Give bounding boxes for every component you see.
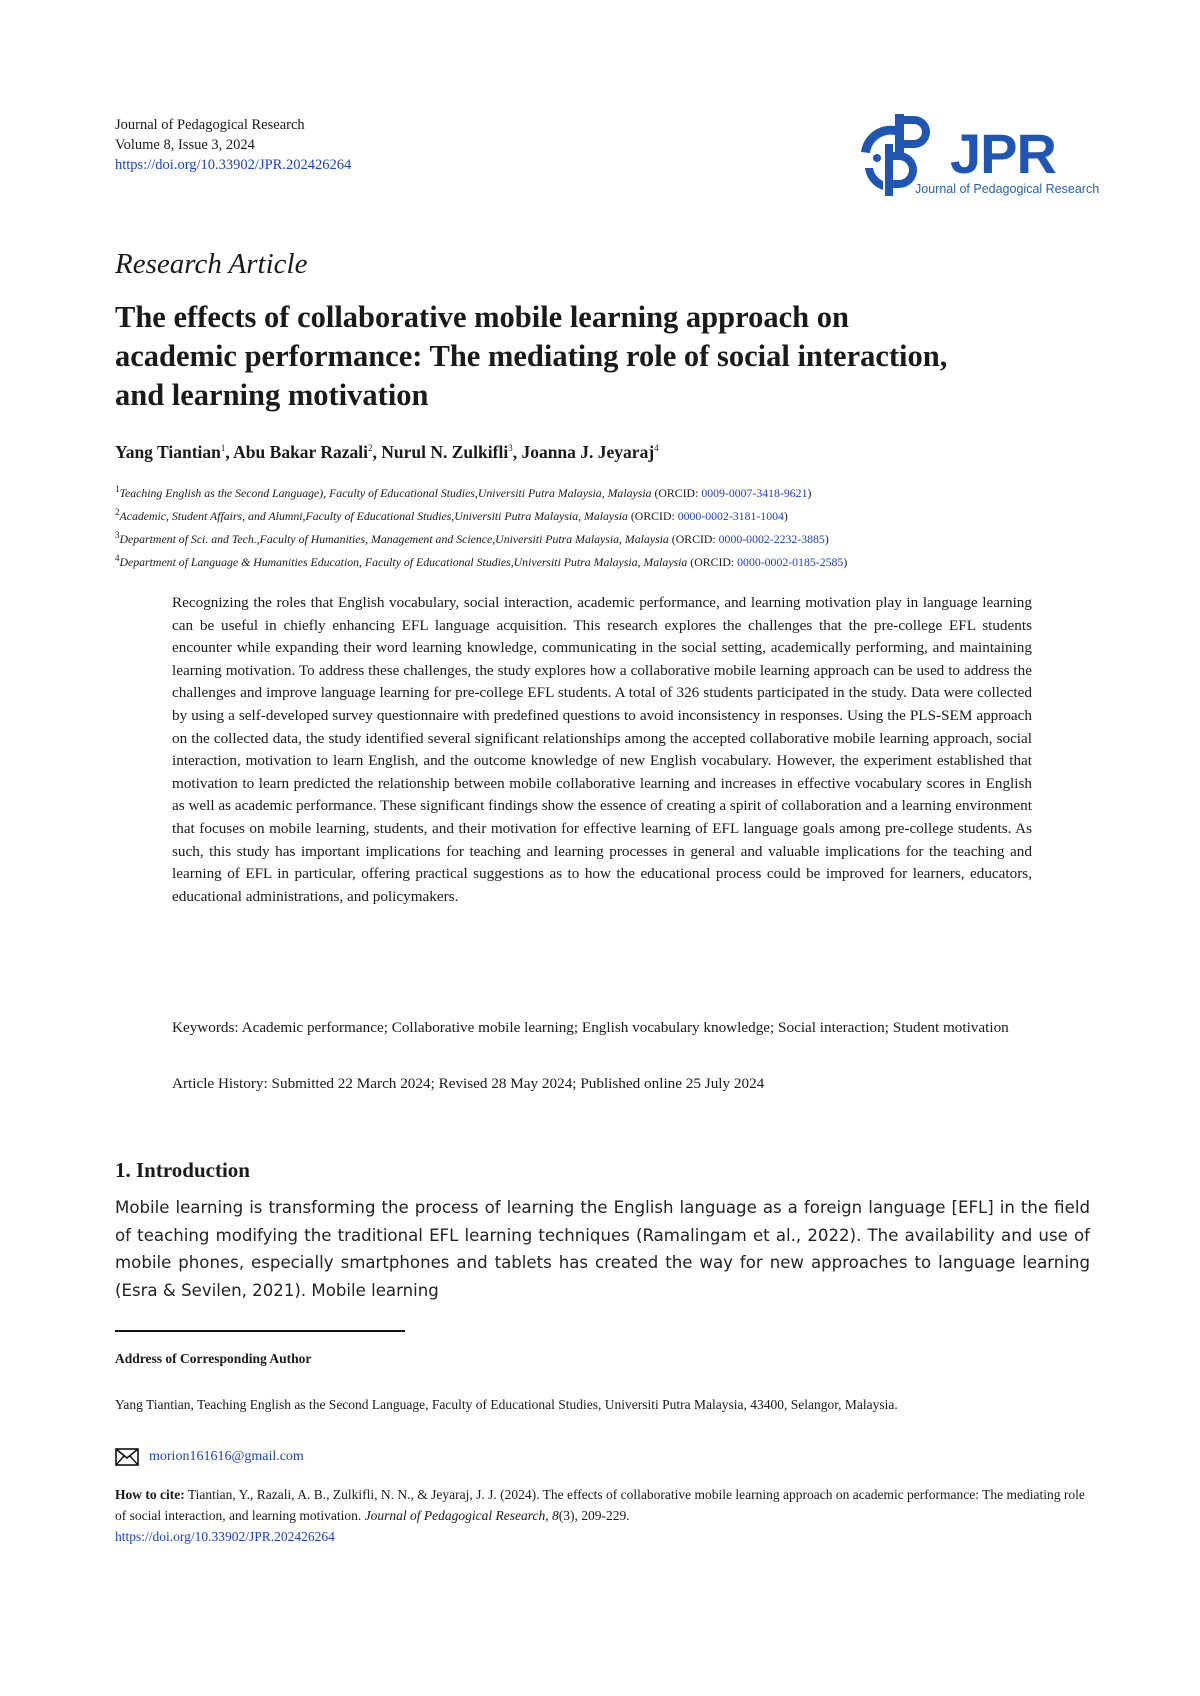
introduction-text: Mobile learning is transforming the process of learning the English language as a foreign language [EFL] in the field of teaching modifying the traditional EFL learning techniques (Ramalingam et al., 2022). The availability and use of mobile phones, especially smartphones and tablets has created the way for new approaches to language learning (Esra & Sevilen, 2021). Mobile learning xyxy=(115,1198,1090,1301)
cite-text: Tiantian, Y., Razali, A. B., Zulkifli, N. N., & Jeyaraj, J. J. (2024). The effects of collaborative mobile learning approach on academic performance: The mediating role of social interaction, and learning motivation. xyxy=(115,1487,1085,1523)
doi-link[interactable]: https://doi.org/10.33902/JPR.202426264 xyxy=(115,157,352,173)
logo-subtitle: Journal of Pedagogical Research xyxy=(915,182,1100,196)
orcid-link[interactable]: 0000-0002-2232-3885 xyxy=(718,531,825,546)
author-sup: 4 xyxy=(654,443,659,454)
orcid-close: ) xyxy=(843,554,848,569)
orcid-close: ) xyxy=(807,485,812,500)
author-sup: 3 xyxy=(508,443,513,454)
affiliation-item xyxy=(115,549,847,572)
affiliation-text: Teaching English as the Second Language), Faculty of Educational Studies,Universiti Putra Malaysia, Malaysia xyxy=(119,485,652,500)
corresponding-author-address: Yang Tiantian, Teaching English as the Second Language, Faculty of Educational Studies, Universiti Putra Malaysia, 43400, Selangor, Malaysia. xyxy=(115,1397,898,1412)
author-sep: , xyxy=(372,442,382,462)
affiliation-text: Academic, Student Affairs, and Alumni,Faculty of Educational Studies,Universiti Putra Malaysia, Malaysia xyxy=(119,508,628,523)
author-name: Yang Tiantian xyxy=(115,442,221,462)
article-history: Article History: Submitted 22 March 2024; Revised 28 May 2024; Published online 25 July 2024 xyxy=(172,1075,765,1092)
affiliation-list xyxy=(115,480,847,572)
author-sep: , xyxy=(512,442,522,462)
affiliation-item xyxy=(115,526,847,549)
affiliation-sup: 4 xyxy=(115,552,120,563)
author-name: Nurul N. Zulkifli xyxy=(381,442,509,462)
orcid-label: (ORCID: xyxy=(687,554,738,569)
affiliation-text: Department of Sci. and Tech.,Faculty of Humanities, Management and Science,Universiti Putra Malaysia, Malaysia xyxy=(119,531,669,546)
affiliation-item xyxy=(115,480,847,503)
orcid-link[interactable]: 0000-0002-0185-2585 xyxy=(737,554,844,569)
orcid-close: ) xyxy=(783,508,788,523)
author-sup: 1 xyxy=(220,443,226,454)
author-name: Joanna J. Jeyaraj xyxy=(521,442,655,462)
cite-doi-link[interactable]: https://doi.org/10.33902/JPR.202426264 xyxy=(115,1529,335,1544)
journal-name: Journal of Pedagogical Research xyxy=(115,117,305,133)
cite-label: How to cite: xyxy=(115,1487,185,1502)
author-name: Abu Bakar Razali xyxy=(233,442,369,462)
corresponding-author-heading: Address of Corresponding Author xyxy=(115,1351,312,1366)
footnote-divider xyxy=(115,1330,405,1332)
orcid-label: (ORCID: xyxy=(668,531,719,546)
affiliation-sup: 2 xyxy=(115,506,120,517)
article-type: Research Article xyxy=(115,248,308,280)
cite-rest: (3), 209-229. xyxy=(558,1508,630,1523)
affiliation-item xyxy=(115,503,847,526)
orcid-link[interactable]: 0000-0002-3181-1004 xyxy=(677,508,784,523)
email-row xyxy=(115,1448,304,1466)
author-sep: , xyxy=(225,442,234,462)
email-link[interactable]: morion161616@gmail.com xyxy=(149,1449,304,1465)
orcid-label: (ORCID: xyxy=(651,485,702,500)
section-heading-introduction: 1. Introduction xyxy=(115,1158,250,1182)
author-sup: 2 xyxy=(368,443,373,454)
cite-journal: Journal of Pedagogical Research, 8 xyxy=(364,1508,559,1523)
keywords: Keywords: Academic performance; Collaborative mobile learning; English vocabulary knowledge; Social interaction; Student motivation xyxy=(172,1019,1009,1036)
abstract: Recognizing the roles that English vocabulary, social interaction, academic performance, and learning motivation play in language learning can be useful in chiefly enhancing EFL language acquisition. This research explores the challenges that the pre-college EFL students encounter while expanding their word learning knowledge, communicating in the social setting, academically performing, and maintaining learning motivation. To address these challenges, the study explores how a collaborative mobile learning approach can be used to address the challenges and improve language learning for pre-college EFL students. A total of 326 students participated in the study. Data were collected by using a self-developed survey questionnaire with predefined questions to avoid inconsistency in responses. Using the PLS-SEM approach on the collected data, the study identified several significant relationships among the accepted collaborative mobile learning approach, social interaction, motivation to learn English, and the outcome knowledge of new English vocabulary. However, the experiment established that motivation to learn predicted the relationship between mobile collaborative learning and increases in effective vocabulary scores in English as well as academic performance. These significant findings show the essence of creating a spirit of collaboration and a learning environment that focuses on mobile learning, students, and their motivation for effective learning of EFL language goals among pre-college students. As such, this study has important implications for teaching and learning processes in general and valuable implications for the teaching and learning of EFL in particular, offering practical suggestions as to how the educational process could be improved for learners, educators, educational administrations, and policymakers. xyxy=(172,594,1032,905)
volume-issue: Volume 8, Issue 3, 2024 xyxy=(115,137,255,153)
logo-text: JPR xyxy=(950,122,1056,185)
author-list xyxy=(115,442,659,463)
article-title: The effects of collaborative mobile learning approach on academic performance: The mediating role of social interaction, and learning motivation xyxy=(115,300,948,412)
affiliation-text: Department of Language & Humanities Education, Faculty of Educational Studies,Universiti Putra Malaysia, Malaysia xyxy=(119,554,688,569)
orcid-label: (ORCID: xyxy=(627,508,678,523)
journal-info xyxy=(115,115,351,175)
affiliation-sup: 1 xyxy=(115,484,120,494)
orcid-close: ) xyxy=(824,531,829,546)
orcid-link[interactable]: 0009-0007-3418-9621 xyxy=(701,485,808,500)
affiliation-sup: 3 xyxy=(115,529,120,540)
jpr-logo xyxy=(855,112,1100,202)
how-to-cite xyxy=(115,1484,1090,1547)
envelope-icon xyxy=(115,1448,139,1466)
